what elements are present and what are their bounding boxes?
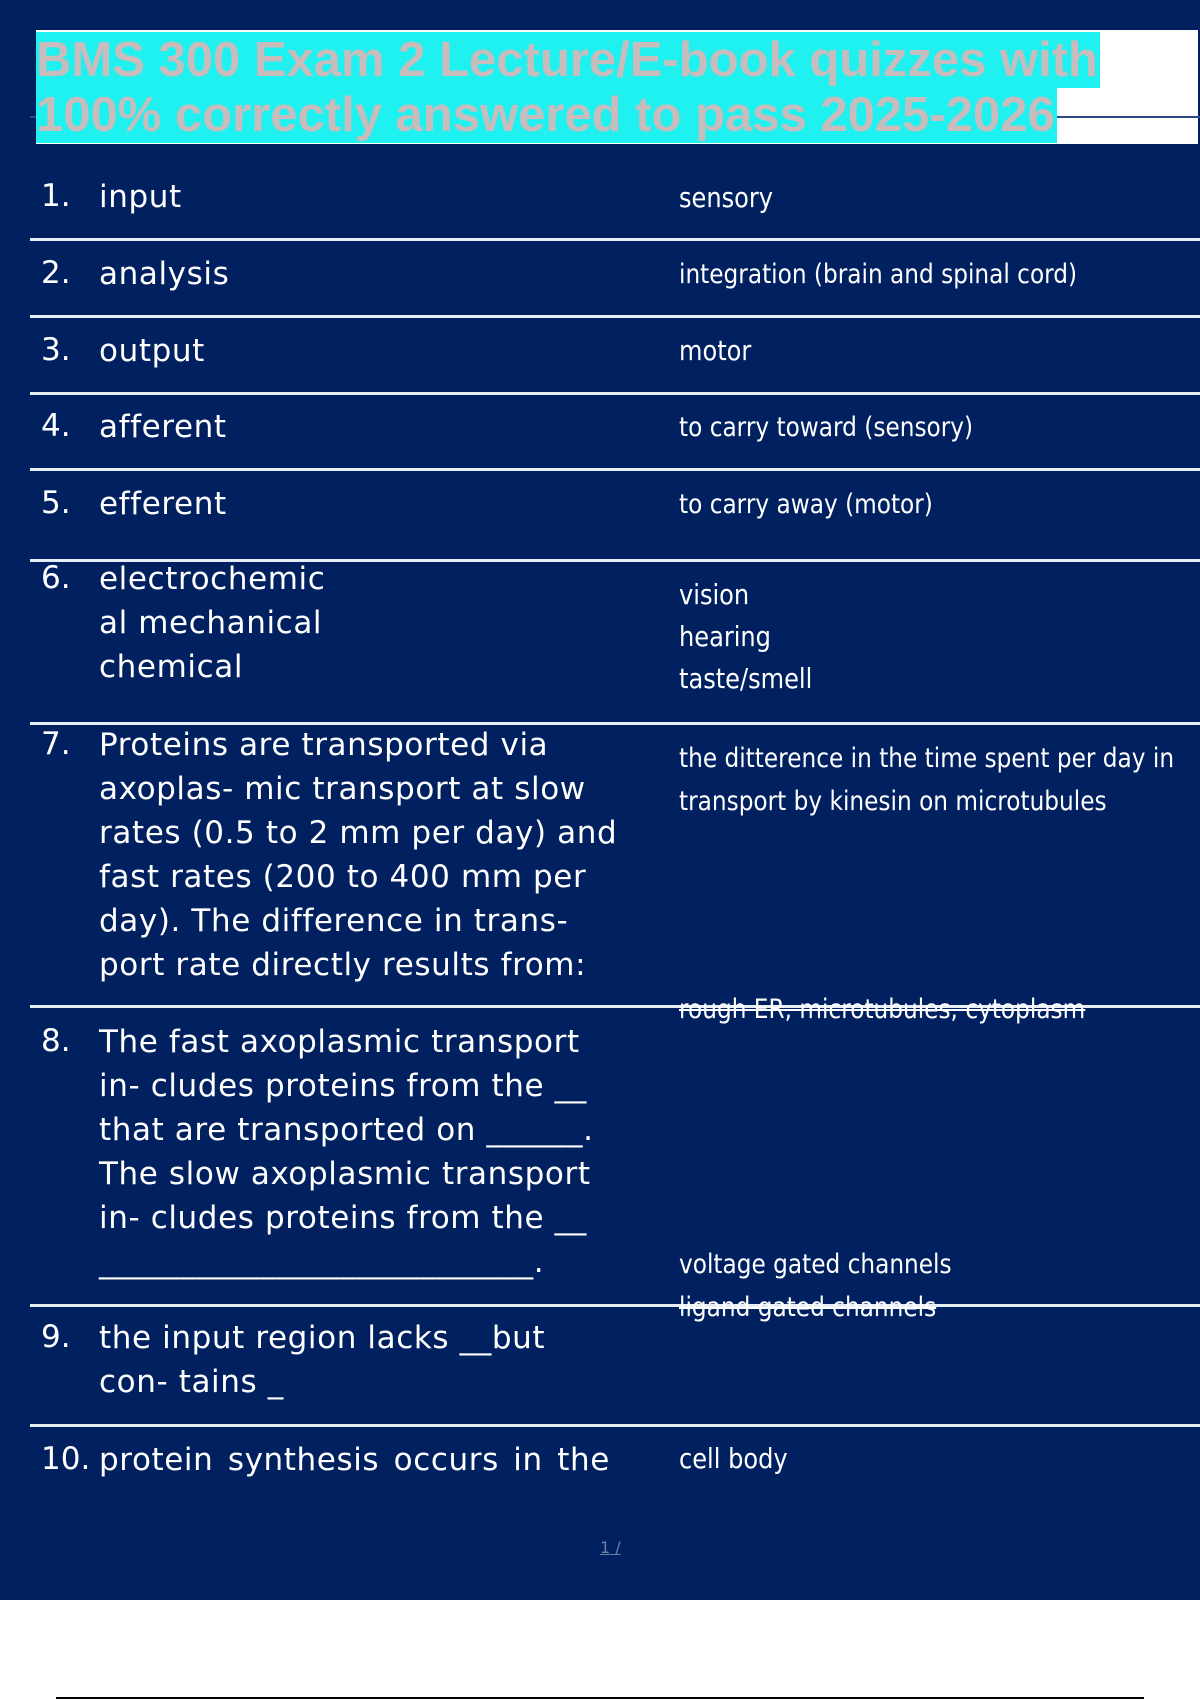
definition-line: cell body (679, 1442, 788, 1475)
row-definition (679, 1243, 1122, 1329)
term-line: chemical (99, 649, 244, 685)
row-divider (30, 238, 1200, 241)
definition-line: hearing (679, 620, 771, 653)
row-term (99, 482, 654, 526)
row-number: 7. (41, 726, 71, 762)
row-divider (30, 1424, 1200, 1427)
row-number: 4. (41, 408, 71, 444)
document-title-line-1: BMS 300 Exam 2 Lecture/E-book quizzes with (36, 33, 1098, 87)
row-number: 3. (41, 332, 71, 368)
term-line: al mechanical (99, 605, 323, 641)
term-line: in- cludes proteins from the __ (99, 1200, 587, 1236)
row-definition (679, 574, 1122, 700)
definition-line: integration (brain and spinal cord) (679, 259, 1078, 290)
row-definition (679, 483, 1122, 526)
term-line: day). The difference in trans- (99, 903, 569, 939)
term-line: output (99, 333, 205, 369)
term-line: in- cludes proteins from the __ (99, 1068, 587, 1104)
row-number: 6. (41, 560, 71, 596)
term-line: The slow axoplasmic transport (99, 1156, 591, 1192)
row-definition (679, 406, 1122, 449)
term-line: port rate directly results from: (99, 947, 587, 983)
definition-line: voltage gated channels (679, 1249, 952, 1280)
row-definition (679, 330, 1122, 372)
term-line: the input region lacks __but (99, 1320, 546, 1356)
term-line: protein synthesis occurs in the (99, 1442, 610, 1478)
term-line: fast rates (200 to 400 mm per (99, 859, 587, 895)
term-line: ___________________________. (99, 1244, 545, 1280)
definition-line: to carry toward (sensory) (679, 412, 974, 443)
row-term (99, 1438, 654, 1482)
definition-line: vision (679, 578, 750, 611)
row-divider (30, 392, 1200, 395)
term-line: afferent (99, 409, 227, 445)
row-number: 1. (41, 178, 71, 214)
bottom-divider (56, 1697, 1144, 1699)
definition-line: motor (679, 334, 752, 367)
row-divider (30, 315, 1200, 318)
row-term (99, 557, 654, 689)
row-term (99, 723, 654, 987)
row-definition (679, 737, 1175, 823)
document-title-line-2: 100% correctly answered to pass 2025-2026 (36, 88, 1055, 142)
term-line: electrochemic (99, 561, 326, 597)
row-number: 10. (41, 1441, 91, 1477)
row-definition (679, 988, 1122, 1031)
row-number: 8. (41, 1023, 71, 1059)
term-line: The fast axoplasmic transport (99, 1024, 580, 1060)
term-line: axoplas- mic transport at slow (99, 771, 586, 807)
term-line: con- tains _ (99, 1364, 284, 1400)
row-definition (679, 177, 1122, 219)
definition-line: sensory (679, 181, 774, 214)
term-line: that are transported on ______. (99, 1112, 594, 1148)
row-number: 9. (41, 1319, 71, 1355)
definition-line: ligand gated channels (679, 1292, 937, 1323)
definition-line: rough ER, microtubules, cytoplasm (679, 994, 1086, 1025)
row-term (99, 329, 654, 373)
row-definition (679, 253, 1122, 296)
row-term (99, 175, 654, 219)
definition-line: taste/smell (679, 662, 813, 695)
row-number: 2. (41, 255, 71, 291)
term-line: efferent (99, 486, 227, 522)
page-number: 1 / (600, 1538, 621, 1557)
row-term (99, 1316, 654, 1404)
definition-line: to carry away (motor) (679, 489, 933, 520)
row-term (99, 1020, 654, 1284)
row-term (99, 252, 654, 296)
term-line: rates (0.5 to 2 mm per day) and (99, 815, 618, 851)
definition-line: transport by kinesin on microtubules (679, 786, 1107, 817)
row-definition (679, 1438, 1122, 1480)
term-line: analysis (99, 256, 230, 292)
term-line: input (99, 179, 182, 215)
definition-line: the ditterence in the time spent per day in (679, 743, 1175, 774)
row-term (99, 405, 654, 449)
row-number: 5. (41, 485, 71, 521)
term-line: Proteins are transported via (99, 727, 549, 763)
row-divider (30, 468, 1200, 471)
